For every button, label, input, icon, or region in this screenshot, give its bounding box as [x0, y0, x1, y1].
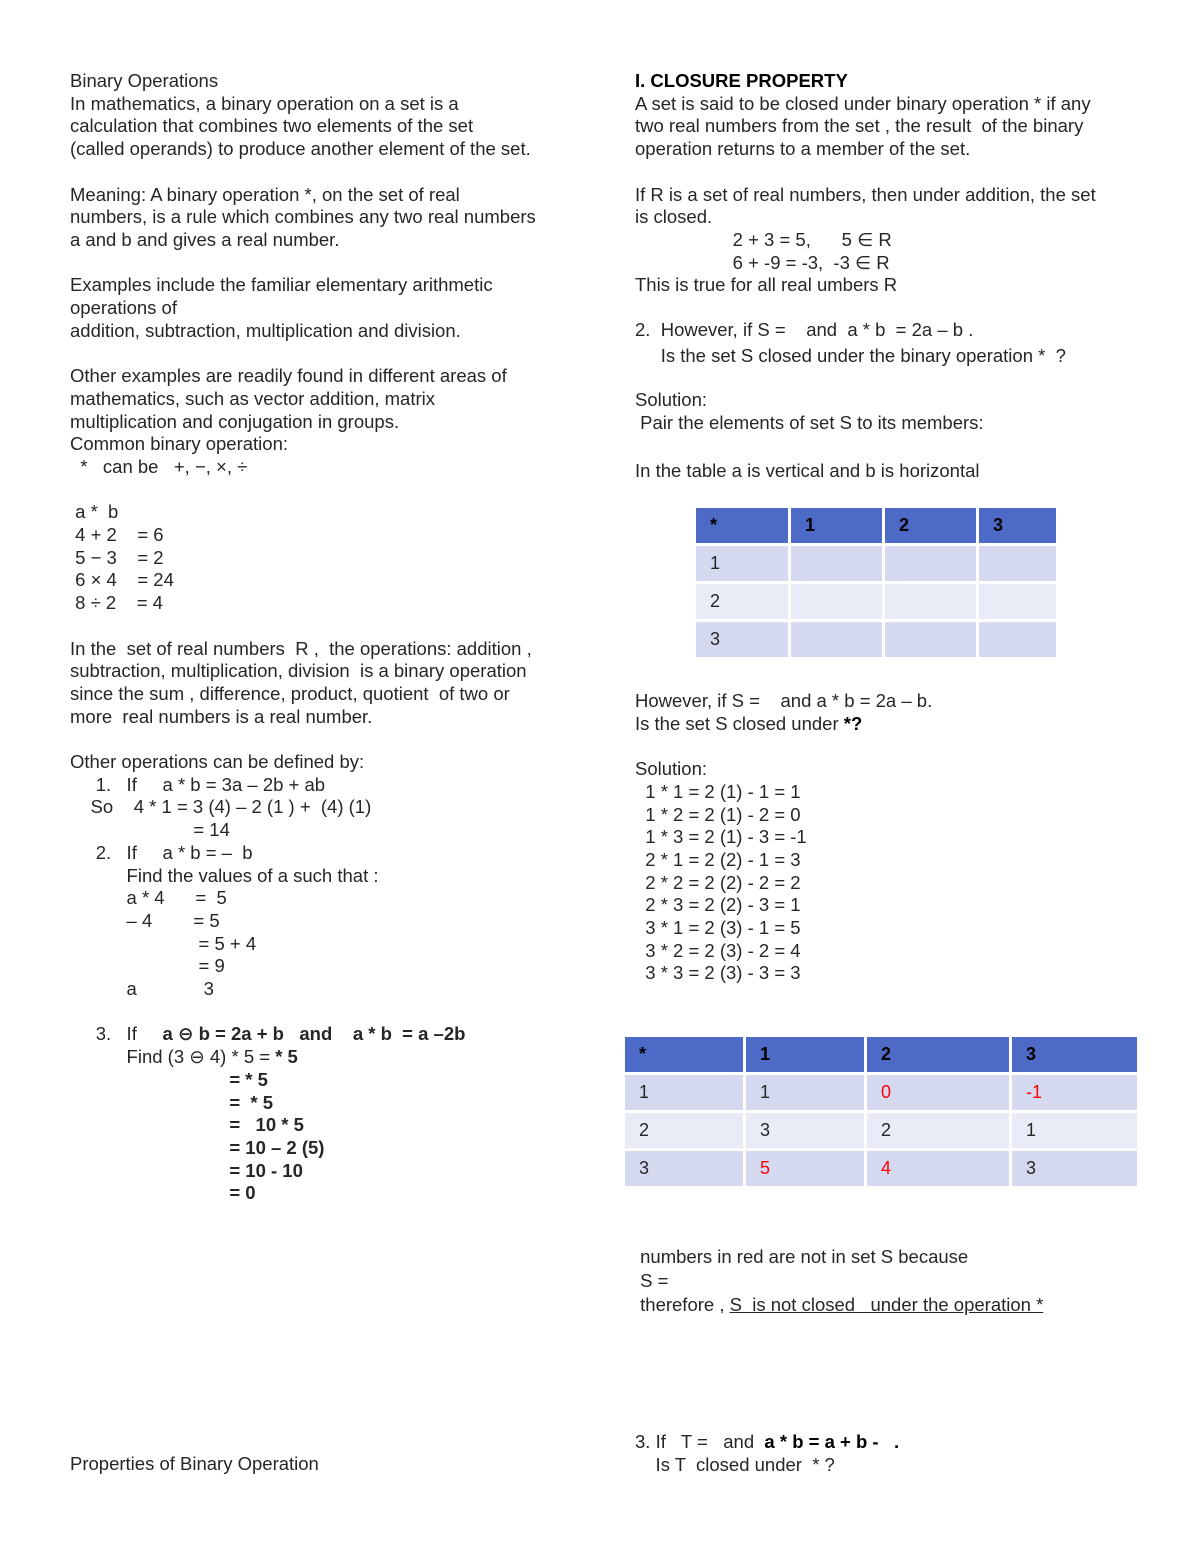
footer-heading: Properties of Binary Operation: [70, 1453, 319, 1474]
text-line: Is the set S closed under the binary operation * ?: [635, 345, 1066, 367]
right-column-middle: [635, 690, 1155, 985]
item3-find: Find (3 ⊖ 4) * 5 =: [70, 1046, 276, 1068]
calc-line: 3 * 2 = 2 (3) - 2 = 4: [635, 939, 801, 961]
text-line: Other examples are readily found in different areas of: [70, 365, 507, 387]
text-line: Meaning: A binary operation *, on the set of real: [70, 183, 460, 205]
table-cell: [791, 546, 882, 581]
item3-find-bold: * 5: [275, 1046, 298, 1068]
question-2: [635, 317, 1155, 369]
table-row: [625, 1075, 1137, 1110]
text-line: 1. If a * b = 3a – 2b + ab: [70, 773, 326, 795]
text-line: A set is said to be closed under binary operation * if any: [635, 92, 1091, 114]
text-line: 2. However, if S = and a * b = 2a – b .: [635, 319, 974, 341]
calc-line: 3 * 1 = 2 (3) - 1 = 5: [635, 917, 801, 939]
text-line: 6 × 4 = 24: [70, 569, 174, 591]
table-cell: [885, 584, 976, 619]
text-line: two real numbers from the set , the result of the binary: [635, 115, 1084, 137]
text-line: operations of: [70, 297, 177, 318]
calc-line: 1 * 2 = 2 (1) - 2 = 0: [635, 803, 801, 825]
text-line: numbers, is a rule which combines any two real numbers: [70, 206, 536, 228]
however-bold: *?: [843, 712, 863, 734]
solution-2-label: Solution:: [635, 758, 707, 780]
table-header-cell: *: [696, 508, 788, 543]
text-line: – 4 = 5: [70, 909, 220, 931]
text-line: = * 5: [70, 1091, 274, 1113]
item3-prefix: 3. If: [70, 1023, 163, 1045]
table-row: [625, 1113, 1137, 1148]
table-cell: [885, 622, 976, 657]
text-line: In the set of real numbers R , the operations: addition ,: [70, 637, 532, 659]
table-cell: [791, 584, 882, 619]
text-line: Examples include the familiar elementary arithmetic: [70, 274, 493, 296]
text-line: S =: [635, 1270, 669, 1291]
table-cell: 1: [625, 1075, 743, 1110]
text-line: a * 4 = 5: [70, 887, 227, 909]
empty-operation-table: [693, 505, 1059, 660]
calc-line: 2 * 3 = 2 (2) - 3 = 1: [635, 894, 801, 916]
closure-definition: [635, 93, 1155, 161]
text-line: 8 ÷ 2 = 4: [70, 592, 163, 614]
text-line: a 3: [70, 978, 214, 1000]
however-paragraph: [635, 690, 1155, 735]
text-line: = 5 + 4: [70, 932, 257, 954]
text-line: (called operands) to produce another element of the set.: [70, 138, 531, 160]
table-cell: 3: [1012, 1151, 1137, 1186]
intro-paragraph: [70, 93, 570, 161]
numbered-item-3: [70, 1023, 570, 1205]
text-line: calculation that combines two elements of the set: [70, 115, 474, 137]
table-cell: [979, 584, 1056, 619]
table-cell: [979, 622, 1056, 657]
table-cell: 3: [625, 1151, 743, 1186]
meaning-paragraph: [70, 184, 570, 252]
text-line: * can be +, −, ×, ÷: [70, 455, 248, 477]
right-column: [635, 70, 1155, 483]
text-line: addition, subtraction, multiplication and division.: [70, 319, 461, 341]
text-line: [635, 1293, 1155, 1317]
text-line: operation returns to a member of the set.: [635, 138, 971, 160]
calculations-list: [635, 781, 1155, 985]
real-numbers-example: [635, 184, 1155, 298]
table-header-cell: 2: [867, 1037, 1009, 1072]
table-row: [696, 622, 1056, 657]
table-cell: 4: [867, 1151, 1009, 1186]
calc-line: 2 * 1 = 2 (2) - 1 = 3: [635, 848, 801, 870]
text-line: If R is a set of real numbers, then under addition, the set: [635, 183, 1096, 205]
text-line: a * b: [70, 501, 119, 523]
table-header-cell: 1: [746, 1037, 864, 1072]
text-line: This is true for all real umbers R: [635, 274, 898, 296]
text-line: Solution:: [635, 389, 707, 411]
calc-line: 1 * 1 = 2 (1) - 1 = 1: [635, 780, 801, 802]
table-header-cell: *: [625, 1037, 743, 1072]
examples-paragraph: [70, 274, 570, 342]
text-line: since the sum , difference, product, quotient of two or: [70, 682, 510, 704]
text-line: = 10 - 10: [70, 1159, 303, 1181]
table-note: In the table a is vertical and b is horizontal: [635, 460, 980, 482]
text-line: However, if S = and a * b = 2a – b.: [635, 690, 933, 711]
calc-line: 3 * 3 = 2 (3) - 3 = 3: [635, 962, 801, 984]
text-line: = * 5: [70, 1068, 268, 1090]
conclusion-prefix: therefore ,: [635, 1294, 730, 1315]
table-cell: 5: [746, 1151, 864, 1186]
table-cell: [791, 622, 882, 657]
operations-examples: [70, 501, 570, 615]
result-operation-table: [622, 1034, 1140, 1189]
table-header-cell: 3: [1012, 1037, 1137, 1072]
table-header-cell: 1: [791, 508, 882, 543]
calc-line: 2 * 2 = 2 (2) - 2 = 2: [635, 871, 801, 893]
text-line: = 10 * 5: [70, 1114, 304, 1136]
other-examples-paragraph: [70, 365, 570, 479]
calc-line: 1 * 3 = 2 (1) - 3 = -1: [635, 826, 807, 848]
text-line: Pair the elements of set S to its members:: [635, 411, 984, 433]
question-3: [635, 1430, 899, 1476]
q3-prefix: 3. If T = and: [635, 1431, 765, 1452]
table-cell: 1: [696, 546, 788, 581]
table-cell: [979, 546, 1056, 581]
however-text: Is the set S closed under: [635, 712, 844, 734]
numbered-item-1: [70, 774, 570, 842]
table-cell: -1: [1012, 1075, 1137, 1110]
text-line: = 9: [70, 955, 225, 977]
text-line: subtraction, multiplication, division is a binary operation: [70, 660, 527, 682]
text-line: So 4 * 1 = 3 (4) – 2 (1 ) + (4) (1): [70, 796, 372, 818]
text-line: more real numbers is a real number.: [70, 705, 373, 727]
text-line: 6 + -9 = -3, -3 ∈ R: [635, 251, 890, 273]
table-row: [696, 584, 1056, 619]
item3-definition: a ⊖ b = 2a + b and a * b = a –2b: [162, 1023, 466, 1045]
other-ops-heading: Other operations can be defined by:: [70, 751, 365, 772]
text-line: [635, 713, 1155, 736]
text-line: 2. If a * b = – b: [70, 841, 253, 863]
table-row: [625, 1151, 1137, 1186]
text-line: [70, 1046, 570, 1069]
table-cell: 2: [867, 1113, 1009, 1148]
table-cell: 0: [867, 1075, 1009, 1110]
table-cell: 2: [696, 584, 788, 619]
text-line: = 10 – 2 (5): [70, 1136, 325, 1158]
text-line: mathematics, such as vector addition, matrix: [70, 387, 436, 409]
left-column: [70, 70, 570, 1205]
solution-1: [635, 389, 1155, 434]
text-line: [70, 1023, 570, 1046]
numbered-item-2: [70, 842, 570, 1001]
text-line: = 14: [70, 819, 230, 841]
text-line: numbers in red are not in set S because: [635, 1246, 969, 1267]
table-row: [696, 546, 1056, 581]
doc-title: Binary Operations: [70, 70, 219, 91]
table-cell: 1: [746, 1075, 864, 1110]
text-line: = 0: [70, 1182, 256, 1204]
conclusion-underlined: S is not closed under the operation *: [729, 1294, 1044, 1315]
q3-bold: a * b = a + b - .: [764, 1431, 900, 1452]
table-cell: [885, 546, 976, 581]
table-header-cell: 2: [885, 508, 976, 543]
table-header-row: [625, 1037, 1137, 1072]
table-cell: 3: [696, 622, 788, 657]
text-line: multiplication and conjugation in groups.: [70, 410, 400, 432]
text-line: In mathematics, a binary operation on a set is a: [70, 92, 459, 114]
text-line: Find the values of a such that :: [70, 864, 379, 886]
table-cell: 3: [746, 1113, 864, 1148]
text-line: is closed.: [635, 206, 713, 228]
closure-heading: I. CLOSURE PROPERTY: [635, 70, 848, 91]
table-header-row: [696, 508, 1056, 543]
text-line: a and b and gives a real number.: [70, 228, 340, 250]
table-cell: 2: [625, 1113, 743, 1148]
table-header-cell: 3: [979, 508, 1056, 543]
text-line: Is T closed under * ?: [635, 1454, 835, 1475]
table-cell: 1: [1012, 1113, 1137, 1148]
text-line: 5 − 3 = 2: [70, 546, 164, 568]
reals-paragraph: [70, 638, 570, 729]
text-line: 2 + 3 = 5, 5 ∈ R: [635, 228, 892, 250]
text-line: [635, 1430, 899, 1453]
text-line: 4 + 2 = 6: [70, 524, 164, 545]
conclusion-block: [635, 1245, 1155, 1317]
text-line: Common binary operation:: [70, 433, 288, 455]
